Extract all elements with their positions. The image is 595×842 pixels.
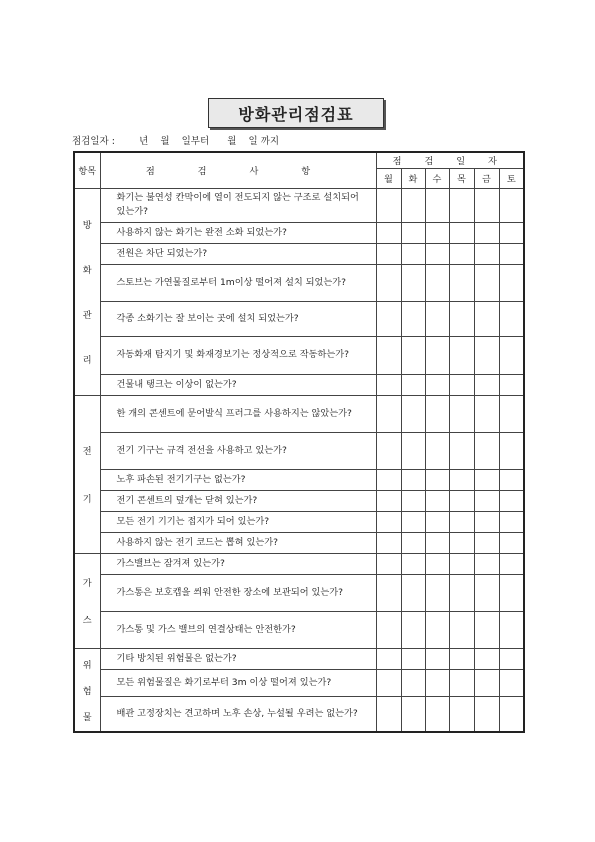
category-cell: [74, 648, 100, 732]
check-box-cell[interactable]: [499, 490, 524, 511]
check-box-cell[interactable]: [376, 611, 401, 648]
check-box-cell[interactable]: [474, 669, 499, 696]
category-char: 관: [82, 310, 92, 321]
check-box-cell[interactable]: [425, 611, 449, 648]
category-cell: [74, 395, 100, 553]
check-item: 모든 위험물질은 화기로부터 3m 이상 떨어져 있는가?: [100, 669, 376, 696]
table-row: [74, 696, 524, 732]
category-header: 항목: [74, 152, 100, 188]
check-box-cell[interactable]: [449, 395, 474, 432]
check-item: 배관 고정장치는 견고하며 노후 손상, 누설될 우려는 없는가?: [100, 696, 376, 732]
check-box-cell[interactable]: [425, 222, 449, 243]
check-box-cell[interactable]: [376, 432, 401, 469]
check-box-cell[interactable]: [499, 336, 524, 374]
check-box-cell[interactable]: [499, 243, 524, 264]
check-box-cell[interactable]: [474, 696, 499, 732]
check-box-cell[interactable]: [474, 374, 499, 395]
check-box-cell[interactable]: [425, 532, 449, 553]
check-box-cell[interactable]: [474, 395, 499, 432]
check-box-cell[interactable]: [449, 574, 474, 611]
check-box-cell[interactable]: [425, 469, 449, 490]
weekday-header: 화: [401, 168, 425, 188]
category-char: 리: [82, 355, 92, 366]
check-box-cell[interactable]: [425, 243, 449, 264]
table-row: [74, 469, 524, 490]
table-row: [74, 532, 524, 553]
check-box-cell[interactable]: [449, 469, 474, 490]
check-box-cell[interactable]: [376, 374, 401, 395]
check-box-cell[interactable]: [376, 553, 401, 574]
check-box-cell[interactable]: [449, 611, 474, 648]
check-box-cell[interactable]: [474, 532, 499, 553]
category-char: 험: [82, 685, 92, 697]
table-row: [74, 511, 524, 532]
check-box-cell[interactable]: [376, 532, 401, 553]
check-item: 사용하지 않는 전기 코드는 뽑혀 있는가?: [100, 532, 376, 553]
check-box-cell[interactable]: [425, 696, 449, 732]
check-box-cell[interactable]: [474, 611, 499, 648]
check-box-cell[interactable]: [401, 264, 425, 301]
check-box-cell[interactable]: [474, 648, 499, 669]
category-char: 전: [82, 446, 92, 457]
check-box-cell[interactable]: [499, 532, 524, 553]
table-row: [74, 648, 524, 669]
check-box-cell[interactable]: [376, 301, 401, 336]
check-box-cell[interactable]: [401, 511, 425, 532]
check-item: 기타 방치된 위험물은 없는가?: [100, 648, 376, 669]
check-box-cell[interactable]: [474, 336, 499, 374]
check-box-cell[interactable]: [449, 243, 474, 264]
check-box-cell[interactable]: [449, 264, 474, 301]
check-box-cell[interactable]: [449, 511, 474, 532]
inspection-date-line: 점검일자 : 년 월 일부터 월 일 까지: [72, 136, 280, 147]
check-box-cell[interactable]: [449, 301, 474, 336]
check-box-cell[interactable]: [499, 511, 524, 532]
check-box-cell[interactable]: [401, 222, 425, 243]
check-item: 각종 소화기는 잘 보이는 곳에 설치 되었는가?: [100, 301, 376, 336]
check-box-cell[interactable]: [425, 336, 449, 374]
category-cell: [74, 188, 100, 395]
category-char: 위: [82, 659, 92, 671]
check-box-cell[interactable]: [376, 469, 401, 490]
check-box-cell[interactable]: [376, 696, 401, 732]
check-box-cell[interactable]: [425, 511, 449, 532]
check-box-cell[interactable]: [449, 669, 474, 696]
check-box-cell[interactable]: [401, 243, 425, 264]
check-box-cell[interactable]: [425, 188, 449, 222]
table-row: [74, 574, 524, 611]
check-box-cell[interactable]: [449, 336, 474, 374]
check-box-cell[interactable]: [474, 188, 499, 222]
check-box-cell[interactable]: [376, 511, 401, 532]
check-box-cell[interactable]: [449, 490, 474, 511]
check-box-cell[interactable]: [499, 264, 524, 301]
check-box-cell[interactable]: [401, 432, 425, 469]
check-box-cell[interactable]: [401, 336, 425, 374]
check-box-cell[interactable]: [449, 696, 474, 732]
check-box-cell[interactable]: [474, 574, 499, 611]
check-box-cell[interactable]: [376, 395, 401, 432]
check-box-cell[interactable]: [401, 669, 425, 696]
check-box-cell[interactable]: [425, 301, 449, 336]
check-box-cell[interactable]: [401, 553, 425, 574]
title-box: [208, 98, 384, 128]
table-row: [74, 188, 524, 222]
check-box-cell[interactable]: [449, 553, 474, 574]
table-row: [74, 611, 524, 648]
check-item: 스토브는 가연물질로부터 1m이상 떨어져 설치 되었는가?: [100, 264, 376, 301]
check-box-cell[interactable]: [449, 188, 474, 222]
check-item: 가스통은 보호캡을 씌워 안전한 장소에 보관되어 있는가?: [100, 574, 376, 611]
check-box-cell[interactable]: [425, 490, 449, 511]
check-box-cell[interactable]: [376, 188, 401, 222]
table-row: [74, 432, 524, 469]
check-box-cell[interactable]: [425, 574, 449, 611]
table-row: [74, 264, 524, 301]
check-box-cell[interactable]: [499, 301, 524, 336]
check-box-cell[interactable]: [425, 648, 449, 669]
checklist-body: [74, 188, 524, 732]
check-box-cell[interactable]: [474, 511, 499, 532]
check-box-cell[interactable]: [401, 188, 425, 222]
check-box-cell[interactable]: [376, 648, 401, 669]
category-char: 스: [82, 615, 92, 626]
table-row: [74, 301, 524, 336]
check-box-cell[interactable]: [499, 395, 524, 432]
check-box-cell[interactable]: [401, 301, 425, 336]
check-box-cell[interactable]: [474, 553, 499, 574]
check-box-cell[interactable]: [425, 395, 449, 432]
check-box-cell[interactable]: [401, 395, 425, 432]
check-item: 모든 전기 기기는 접지가 되어 있는가?: [100, 511, 376, 532]
check-box-cell[interactable]: [449, 432, 474, 469]
check-box-cell[interactable]: [376, 574, 401, 611]
table-row: [74, 374, 524, 395]
table-row: [74, 222, 524, 243]
check-box-cell[interactable]: [474, 243, 499, 264]
table-row: [74, 669, 524, 696]
check-box-cell[interactable]: [376, 243, 401, 264]
check-item: 사용하지 않는 화기는 완전 소화 되었는가?: [100, 222, 376, 243]
category-char: 방: [82, 220, 92, 231]
check-item: 전기 기구는 규격 전선을 사용하고 있는가?: [100, 432, 376, 469]
check-box-cell[interactable]: [499, 648, 524, 669]
check-box-cell[interactable]: [474, 432, 499, 469]
check-box-cell[interactable]: [401, 574, 425, 611]
weekday-header: 토: [499, 168, 524, 188]
check-box-cell[interactable]: [401, 374, 425, 395]
check-box-cell[interactable]: [499, 432, 524, 469]
check-box-cell[interactable]: [376, 336, 401, 374]
check-box-cell[interactable]: [425, 264, 449, 301]
check-box-cell[interactable]: [449, 648, 474, 669]
items-header: 점 검 사 항: [100, 152, 376, 188]
check-box-cell[interactable]: [401, 490, 425, 511]
check-item: 가스통 및 가스 밸브의 연결상태는 안전한가?: [100, 611, 376, 648]
check-box-cell[interactable]: [474, 264, 499, 301]
check-box-cell[interactable]: [401, 696, 425, 732]
check-box-cell[interactable]: [425, 553, 449, 574]
check-box-cell[interactable]: [499, 669, 524, 696]
category-char: 물: [82, 711, 92, 723]
check-item: 노후 파손된 전기기구는 없는가?: [100, 469, 376, 490]
table-row: [74, 243, 524, 264]
check-item: 전원은 차단 되었는가?: [100, 243, 376, 264]
check-box-cell[interactable]: [499, 222, 524, 243]
check-box-cell[interactable]: [376, 669, 401, 696]
check-box-cell[interactable]: [499, 469, 524, 490]
check-box-cell[interactable]: [499, 696, 524, 732]
check-box-cell[interactable]: [499, 574, 524, 611]
check-box-cell[interactable]: [401, 469, 425, 490]
check-box-cell[interactable]: [401, 611, 425, 648]
weekday-header: 월: [376, 168, 401, 188]
check-box-cell[interactable]: [376, 490, 401, 511]
table-row: [74, 490, 524, 511]
category-cell: [74, 553, 100, 648]
check-item: 전기 콘센트의 덮개는 닫혀 있는가?: [100, 490, 376, 511]
check-box-cell[interactable]: [449, 374, 474, 395]
weekday-header: 금: [474, 168, 499, 188]
check-box-cell[interactable]: [499, 188, 524, 222]
check-item: 건물내 탱크는 이상이 없는가?: [100, 374, 376, 395]
checklist-table: [73, 151, 525, 733]
check-box-cell[interactable]: [499, 611, 524, 648]
check-box-cell[interactable]: [449, 222, 474, 243]
check-box-cell[interactable]: [425, 374, 449, 395]
table-row: [74, 336, 524, 374]
check-box-cell[interactable]: [474, 222, 499, 243]
check-box-cell[interactable]: [401, 532, 425, 553]
table-row: [74, 395, 524, 432]
check-box-cell[interactable]: [499, 553, 524, 574]
check-box-cell[interactable]: [376, 222, 401, 243]
page-title: 방화관리점검표: [238, 104, 354, 124]
check-item: 화기는 불연성 칸막이에 열이 전도되지 않는 구조로 설치되어 있는가?: [100, 188, 376, 222]
weekday-header: 수: [425, 168, 449, 188]
check-box-cell[interactable]: [474, 469, 499, 490]
weekday-header: 목: [449, 168, 474, 188]
check-item: 한 개의 콘센트에 문어발식 프러그를 사용하지는 않았는가?: [100, 395, 376, 432]
check-box-cell[interactable]: [376, 264, 401, 301]
check-box-cell[interactable]: [499, 374, 524, 395]
check-box-cell[interactable]: [474, 301, 499, 336]
category-char: 기: [82, 494, 92, 505]
check-item: 가스밸브는 잠겨져 있는가?: [100, 553, 376, 574]
check-box-cell[interactable]: [425, 432, 449, 469]
date-header: 점 검 일 자: [376, 152, 524, 168]
table-row: [74, 553, 524, 574]
check-box-cell[interactable]: [474, 490, 499, 511]
check-box-cell[interactable]: [449, 532, 474, 553]
category-char: 화: [82, 265, 92, 276]
check-item: 자동화재 탐지기 및 화재경보기는 정상적으로 작동하는가?: [100, 336, 376, 374]
check-box-cell[interactable]: [425, 669, 449, 696]
check-box-cell[interactable]: [401, 648, 425, 669]
category-char: 가: [82, 578, 92, 589]
